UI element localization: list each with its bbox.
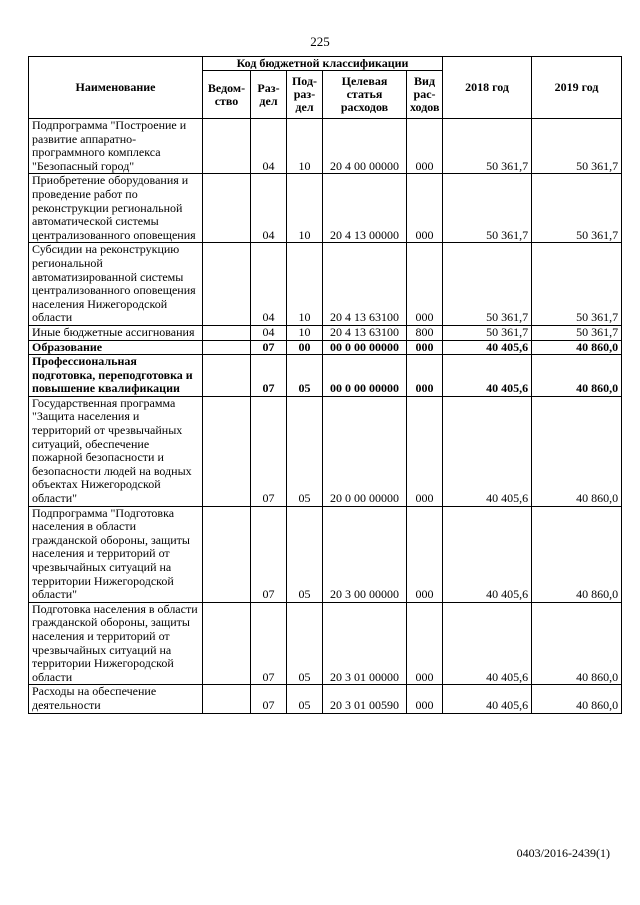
row-amount-2018: 40 405,6 — [443, 355, 532, 397]
header-vedomstvo: Ведом- ство — [203, 71, 251, 119]
row-razdel: 07 — [251, 340, 287, 355]
row-podrazdel: 05 — [287, 602, 323, 685]
row-podrazdel: 05 — [287, 506, 323, 602]
row-expense-type: 800 — [407, 325, 443, 340]
header-expense-type: Вид рас- ходов — [407, 71, 443, 119]
header-target-article: Целевая статья расходов — [323, 71, 407, 119]
row-razdel: 07 — [251, 396, 287, 506]
row-target-article: 00 0 00 00000 — [323, 355, 407, 397]
row-razdel: 07 — [251, 506, 287, 602]
row-target-article: 20 0 00 00000 — [323, 396, 407, 506]
row-podrazdel: 10 — [287, 325, 323, 340]
row-vedomstvo — [203, 396, 251, 506]
row-expense-type: 000 — [407, 396, 443, 506]
table-row — [29, 685, 622, 713]
row-name: Подпрограмма "Подготовка населения в области гражданской обороны, защиты населения и территорий от чрезвычайных ситуаций на территории Нижегородской области" — [29, 506, 203, 602]
row-amount-2018: 50 361,7 — [443, 325, 532, 340]
row-target-article: 20 4 13 63100 — [323, 325, 407, 340]
row-podrazdel: 00 — [287, 340, 323, 355]
row-target-article: 20 4 13 63100 — [323, 243, 407, 326]
row-name: Расходы на обеспечение деятельности — [29, 685, 203, 713]
table-row — [29, 119, 622, 174]
row-name: Профессиональная подготовка, переподготовка и повышение квалификации — [29, 355, 203, 397]
row-razdel: 07 — [251, 355, 287, 397]
header-year-2019: 2019 год — [532, 57, 622, 119]
document-code: 0403/2016-2439(1) — [516, 846, 610, 860]
header-year-2018: 2018 год — [443, 57, 532, 119]
row-amount-2018: 40 405,6 — [443, 396, 532, 506]
row-amount-2018: 40 405,6 — [443, 685, 532, 713]
row-name: Субсидии на реконструкцию региональной автоматизированной системы централизованного оповещения населения Нижегородской области — [29, 243, 203, 326]
row-name: Приобретение оборудования и проведение работ по реконструкции региональной автоматической системы централизованного оповещения — [29, 174, 203, 243]
row-podrazdel: 10 — [287, 243, 323, 326]
row-amount-2019: 40 860,0 — [532, 340, 622, 355]
row-amount-2018: 50 361,7 — [443, 119, 532, 174]
row-target-article: 20 3 00 00000 — [323, 506, 407, 602]
row-name: Подготовка населения в области гражданской обороны, защиты населения и территорий от чрезвычайных ситуаций на территории Нижегородской области — [29, 602, 203, 685]
row-podrazdel: 05 — [287, 396, 323, 506]
row-expense-type: 000 — [407, 340, 443, 355]
row-amount-2019: 50 361,7 — [532, 325, 622, 340]
row-razdel: 04 — [251, 119, 287, 174]
row-vedomstvo — [203, 506, 251, 602]
row-vedomstvo — [203, 602, 251, 685]
row-podrazdel: 10 — [287, 174, 323, 243]
table-row — [29, 325, 622, 340]
table-row — [29, 340, 622, 355]
header-name: Наименование — [29, 57, 203, 119]
row-expense-type: 000 — [407, 602, 443, 685]
row-amount-2019: 40 860,0 — [532, 506, 622, 602]
row-amount-2018: 50 361,7 — [443, 243, 532, 326]
row-expense-type: 000 — [407, 174, 443, 243]
row-expense-type: 000 — [407, 243, 443, 326]
table-row — [29, 243, 622, 326]
budget-table — [28, 56, 622, 714]
row-vedomstvo — [203, 243, 251, 326]
row-razdel: 07 — [251, 685, 287, 713]
row-razdel: 07 — [251, 602, 287, 685]
row-razdel: 04 — [251, 243, 287, 326]
row-amount-2018: 40 405,6 — [443, 506, 532, 602]
row-razdel: 04 — [251, 325, 287, 340]
row-podrazdel: 05 — [287, 355, 323, 397]
header-razdel: Раз- дел — [251, 71, 287, 119]
row-vedomstvo — [203, 355, 251, 397]
row-target-article: 20 4 00 00000 — [323, 119, 407, 174]
row-amount-2019: 50 361,7 — [532, 119, 622, 174]
row-target-article: 20 4 13 00000 — [323, 174, 407, 243]
row-expense-type: 000 — [407, 506, 443, 602]
row-expense-type: 000 — [407, 685, 443, 713]
row-target-article: 00 0 00 00000 — [323, 340, 407, 355]
header-classification-group: Код бюджетной классификации — [203, 57, 443, 71]
row-target-article: 20 3 01 00590 — [323, 685, 407, 713]
table-row — [29, 506, 622, 602]
row-amount-2019: 40 860,0 — [532, 602, 622, 685]
row-expense-type: 000 — [407, 355, 443, 397]
row-vedomstvo — [203, 340, 251, 355]
row-name: Образование — [29, 340, 203, 355]
table-row — [29, 602, 622, 685]
row-amount-2019: 40 860,0 — [532, 355, 622, 397]
row-vedomstvo — [203, 685, 251, 713]
row-name: Подпрограмма "Построение и развитие аппаратно-программного комплекса "Безопасный город" — [29, 119, 203, 174]
row-amount-2019: 50 361,7 — [532, 243, 622, 326]
row-vedomstvo — [203, 174, 251, 243]
page-number: 225 — [310, 34, 330, 49]
row-amount-2019: 40 860,0 — [532, 396, 622, 506]
row-amount-2018: 40 405,6 — [443, 602, 532, 685]
row-razdel: 04 — [251, 174, 287, 243]
row-amount-2018: 40 405,6 — [443, 340, 532, 355]
row-podrazdel: 10 — [287, 119, 323, 174]
table-row — [29, 396, 622, 506]
row-podrazdel: 05 — [287, 685, 323, 713]
row-amount-2018: 50 361,7 — [443, 174, 532, 243]
row-name: Государственная программа "Защита населения и территорий от чрезвычайных ситуаций, обеспечение пожарной безопасности и безопасности людей на водных объектах Нижегородской области" — [29, 396, 203, 506]
row-vedomstvo — [203, 325, 251, 340]
row-target-article: 20 3 01 00000 — [323, 602, 407, 685]
row-amount-2019: 50 361,7 — [532, 174, 622, 243]
row-amount-2019: 40 860,0 — [532, 685, 622, 713]
row-expense-type: 000 — [407, 119, 443, 174]
table-row — [29, 355, 622, 397]
row-name: Иные бюджетные ассигнования — [29, 325, 203, 340]
table-row — [29, 174, 622, 243]
row-vedomstvo — [203, 119, 251, 174]
header-podrazdel: Под- раз- дел — [287, 71, 323, 119]
